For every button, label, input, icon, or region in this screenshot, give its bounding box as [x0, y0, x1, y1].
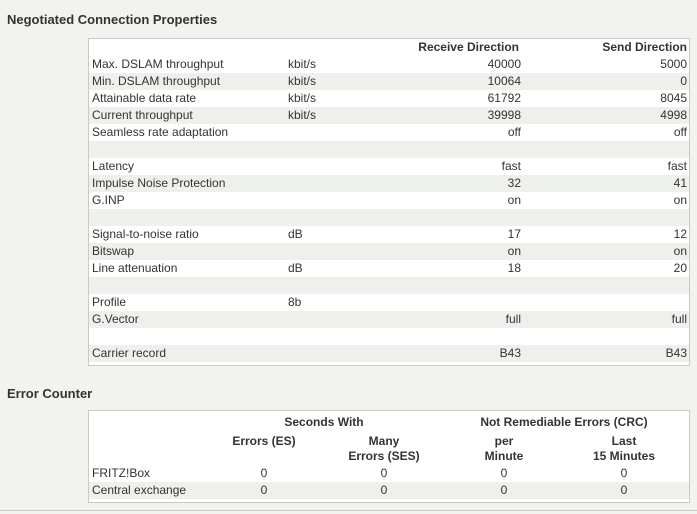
- send-value: 0: [680, 74, 687, 88]
- property-row: [89, 175, 689, 192]
- property-unit: dB: [288, 227, 303, 241]
- receive-value: off: [507, 125, 521, 139]
- property-row: [89, 90, 689, 107]
- property-label: G.INP: [92, 193, 125, 207]
- last15-value: 0: [620, 466, 628, 480]
- property-unit: kbit/s: [288, 108, 317, 122]
- ses-value: 0: [380, 466, 388, 480]
- send-value: off: [673, 125, 687, 139]
- seconds-with-header: Seconds With: [284, 415, 364, 429]
- bottom-divider: [0, 510, 697, 511]
- property-row: [89, 260, 689, 277]
- receive-value: 40000: [487, 57, 521, 71]
- send-value: 20: [673, 261, 687, 275]
- send-direction-header: Send Direction: [602, 40, 687, 54]
- negotiated-header-row: [89, 39, 689, 56]
- property-row: [89, 345, 689, 362]
- send-value: 5000: [660, 57, 687, 71]
- error-col-header-row1: [89, 434, 689, 449]
- send-value: full: [671, 312, 687, 326]
- error-row-fritzbox: [89, 465, 689, 482]
- property-unit: kbit/s: [288, 74, 317, 88]
- per-minute-value: 0: [500, 466, 508, 480]
- receive-value: on: [507, 193, 521, 207]
- receive-value: on: [507, 244, 521, 258]
- send-value: on: [673, 193, 687, 207]
- property-row: [89, 243, 689, 260]
- property-label: Carrier record: [92, 346, 167, 360]
- receive-value: 17: [507, 227, 521, 241]
- property-row: [89, 107, 689, 124]
- property-label: Signal-to-noise ratio: [92, 227, 199, 241]
- property-row: [89, 277, 689, 294]
- error-group-header-row: [89, 415, 689, 434]
- receive-value: 61792: [487, 91, 521, 105]
- property-row: [89, 209, 689, 226]
- last15-value: 0: [620, 483, 628, 497]
- property-row: [89, 56, 689, 73]
- property-unit: 8b: [288, 295, 302, 309]
- per-minute-value: 0: [500, 483, 508, 497]
- property-unit: dB: [288, 261, 303, 275]
- property-label: Profile: [92, 295, 127, 309]
- per-header: per: [494, 434, 514, 448]
- property-row: [89, 141, 689, 158]
- property-row: [89, 124, 689, 141]
- crc-errors-header: Not Remediable Errors (CRC): [480, 415, 648, 429]
- send-value: 41: [673, 176, 687, 190]
- error-row-central-exchange: [89, 482, 689, 499]
- receive-value: fast: [501, 159, 521, 173]
- property-label: Seamless rate adaptation: [92, 125, 229, 139]
- property-label: Attainable data rate: [92, 91, 197, 105]
- negotiated-table: [88, 38, 690, 366]
- receive-value: 32: [507, 176, 521, 190]
- property-row: [89, 73, 689, 90]
- error-counter-title: Error Counter: [7, 386, 93, 401]
- 15-minutes-header: 15 Minutes: [592, 449, 655, 463]
- property-label: G.Vector: [92, 312, 139, 326]
- receive-value: full: [505, 312, 521, 326]
- errors-es-header: Errors (ES): [232, 434, 296, 448]
- error-row-label: FRITZ!Box: [92, 466, 151, 480]
- ses-value: 0: [380, 483, 388, 497]
- error-col-header-row2: [89, 449, 689, 465]
- property-label: Latency: [92, 159, 135, 173]
- property-row: [89, 328, 689, 345]
- errors-ses-header: Errors (SES): [348, 449, 420, 463]
- receive-value: 10064: [487, 74, 521, 88]
- send-value: 8045: [660, 91, 687, 105]
- error-counter-table: [88, 410, 690, 503]
- send-value: 4998: [660, 108, 687, 122]
- error-row-label: Central exchange: [92, 483, 187, 497]
- es-value: 0: [260, 466, 268, 480]
- minute-header: Minute: [484, 449, 524, 463]
- property-unit: kbit/s: [288, 57, 317, 71]
- property-row: [89, 294, 689, 311]
- property-label: Min. DSLAM throughput: [92, 74, 221, 88]
- property-label: Current throughput: [92, 108, 193, 122]
- receive-value: B43: [499, 346, 521, 360]
- property-row: [89, 226, 689, 243]
- send-value: B43: [665, 346, 687, 360]
- property-label: Impulse Noise Protection: [92, 176, 226, 190]
- send-value: fast: [667, 159, 687, 173]
- send-value: on: [673, 244, 687, 258]
- send-value: 12: [673, 227, 687, 241]
- property-row: [89, 158, 689, 175]
- receive-value: 18: [507, 261, 521, 275]
- last-header: Last: [611, 434, 637, 448]
- property-label: Line attenuation: [92, 261, 178, 275]
- property-row: [89, 192, 689, 209]
- receive-direction-header: Receive Direction: [418, 40, 519, 54]
- property-row: [89, 311, 689, 328]
- property-label: Max. DSLAM throughput: [92, 57, 224, 71]
- many-header: Many: [368, 434, 400, 448]
- property-unit: kbit/s: [288, 91, 317, 105]
- negotiated-title: Negotiated Connection Properties: [7, 12, 218, 27]
- es-value: 0: [260, 483, 268, 497]
- receive-value: 39998: [487, 108, 521, 122]
- property-label: Bitswap: [92, 244, 135, 258]
